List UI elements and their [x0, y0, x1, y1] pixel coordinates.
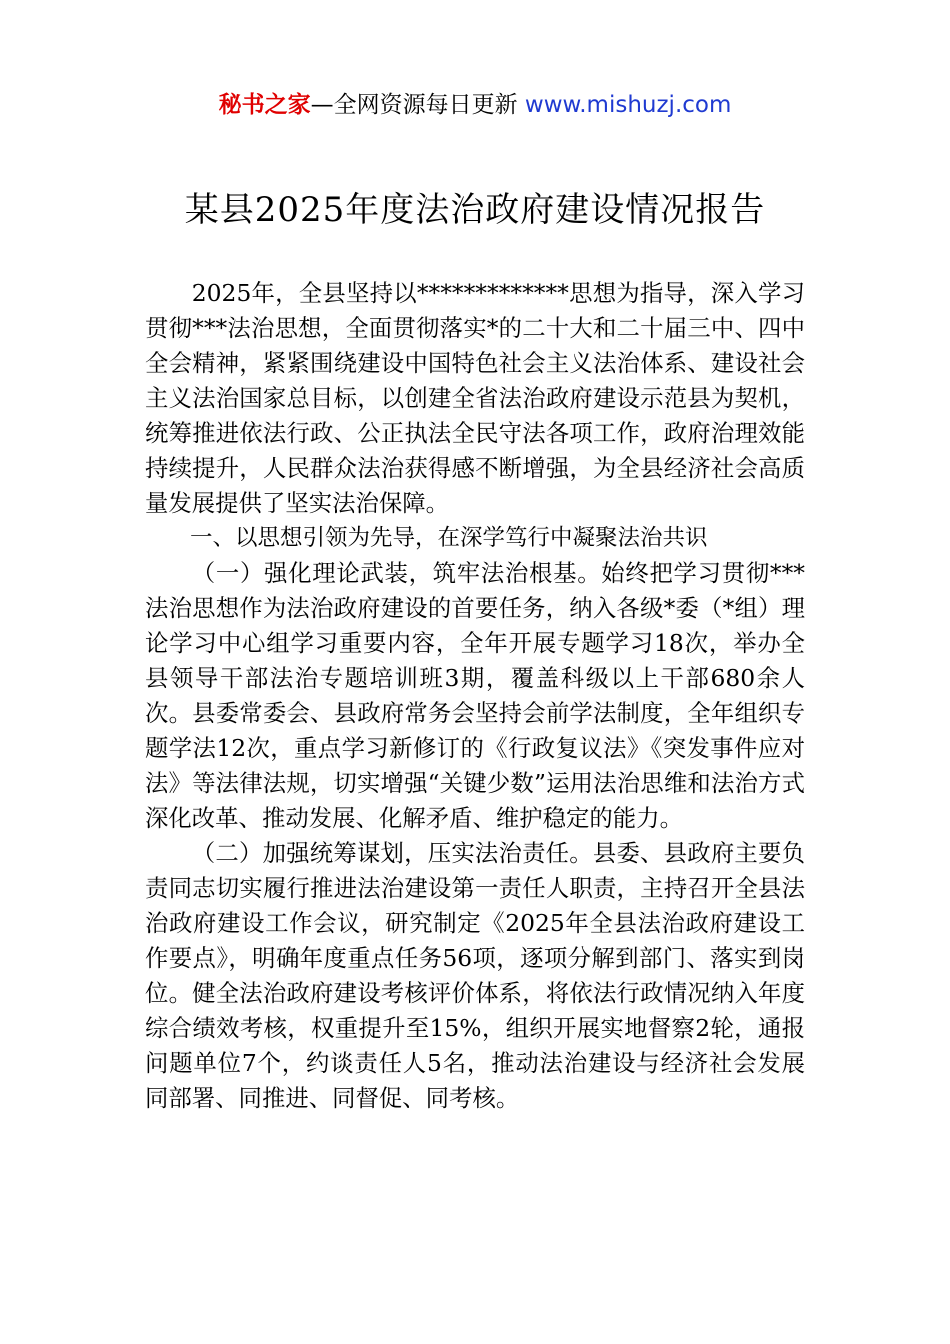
body-paragraph: （一）强化理论武装，筑牢法治根基。始终把学习贯彻***法治思想作为法治政府建设的首要任务，纳入各级*委（*组）理论学习中心组学习重要内容，全年开展专题学习18次，举办全县领导干部法治专题培训班3期，覆盖科级以上干部680余人次。县委常委会、县政府常务会坚持会前学法制度，全年组织专题学法12次，重点学习新修订的《行政复议法》《突发事件应对法》等法律法规，切实增强“关键少数”运用法治思维和法治方式深化改革、推动发展、化解矛盾、维护稳定的能力。 — [145, 559, 805, 832]
site-url-link[interactable]: www.mishuzj.com — [524, 92, 732, 118]
intro-paragraph: 2025年，全县坚持以*************思想为指导，深入学习贯彻***法治思想，全面贯彻落实*的二十大和二十届三中、四中全会精神，紧紧围绕建设中国特色社会主义法治体系、建设社会主义法治国家总目标，以创建全省法治政府建设示范县为契机，统筹推进依法行政、公正执法全民守法各项工作，政府治理效能持续提升，人民群众法治获得感不断增强，为全县经济社会高质量发展提供了坚实法治保障。 — [145, 279, 805, 517]
document-body — [145, 276, 805, 1116]
site-banner — [0, 88, 950, 122]
brand-name: 秘书之家 — [218, 92, 311, 118]
banner-tagline: —全网资源每日更新 — [310, 92, 525, 118]
section-heading: 一、以思想引领为先导，在深学笃行中凝聚法治共识 — [190, 525, 708, 551]
body-paragraph: （二）加强统筹谋划，压实法治责任。县委、县政府主要负责同志切实履行推进法治建设第一责任人职责，主持召开全县法治政府建设工作会议，研究制定《2025年全县法治政府建设工作要点》，明确年度重点任务56项，逐项分解到部门、落实到岗位。健全法治政府建设考核评价体系，将依法行政情况纳入年度综合绩效考核，权重提升至15%，组织开展实地督察2轮，通报问题单位7个，约谈责任人5名，推动法治建设与经济社会发展同部署、同推进、同督促、同考核。 — [145, 839, 805, 1112]
document-title: 某县2025年度法治政府建设情况报告 — [184, 190, 766, 230]
